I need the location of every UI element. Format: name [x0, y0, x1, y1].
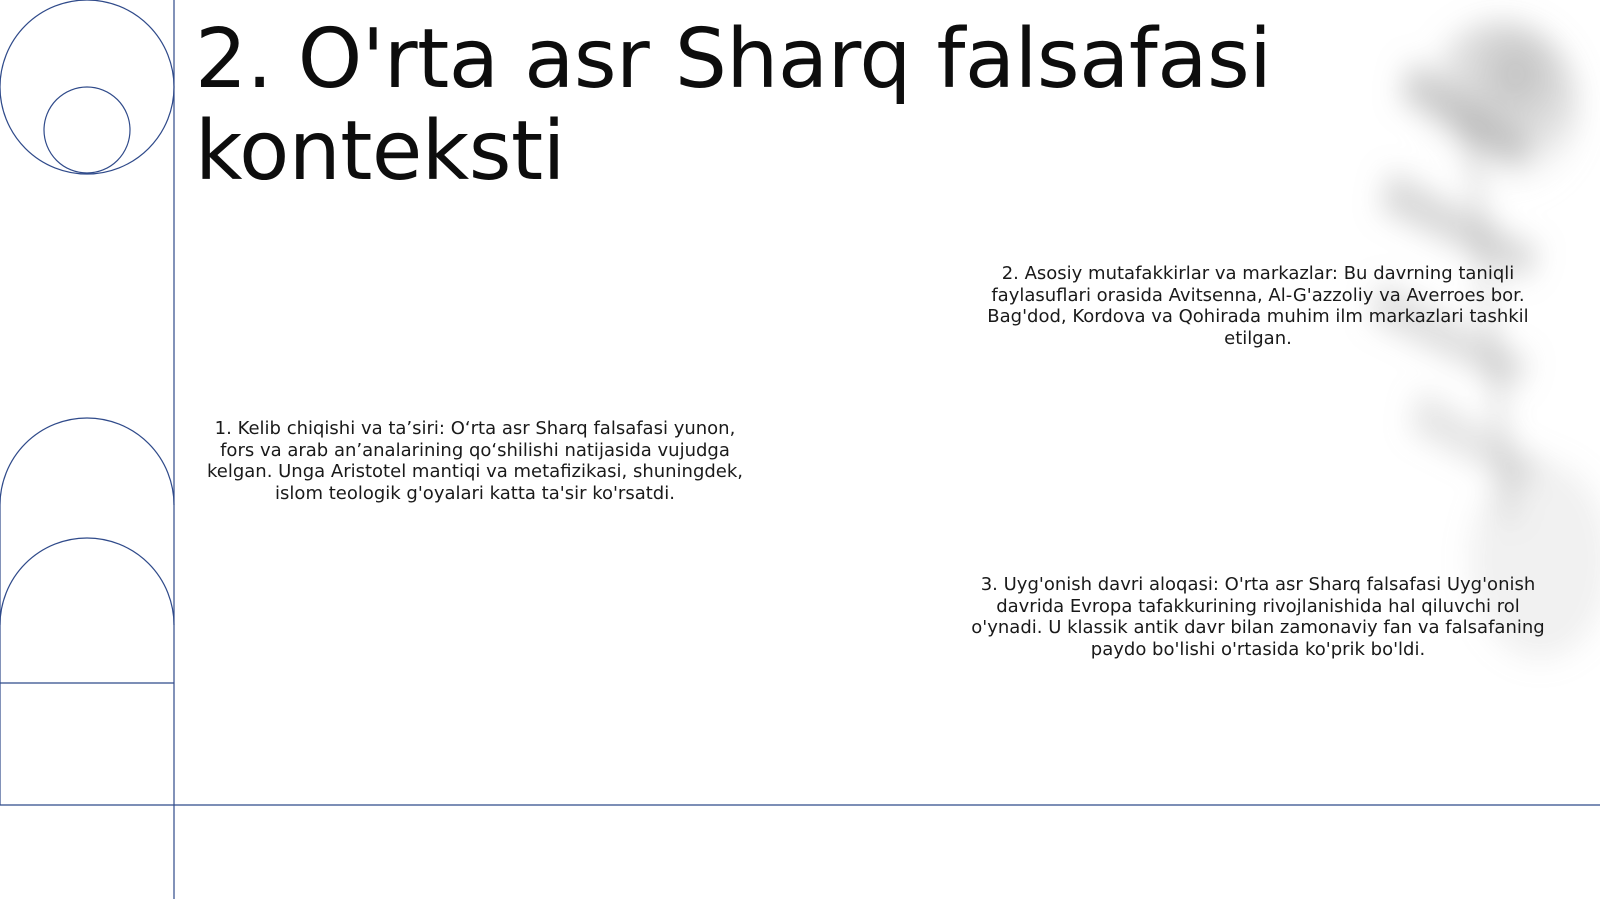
- point-renaissance-text: 3. Uyg'onish davri aloqasi: O'rta asr Sharq falsafasi Uyg'onish davrida Evropa tafakkurining rivojlanishida hal qiluvchi rol o'ynadi. U klassik antik davr bilan zamonaviy fan va falsafaning paydo bo'lishi o'rtasida ko'prik bo'ldi.: [971, 574, 1545, 660]
- small-circle-shape: [44, 87, 130, 173]
- point-origins-text: 1. Kelib chiqishi va ta’siri: O‘rta asr Sharq falsafasi yunon, fors va arab an’analarining qo‘shilishi natijasida vujudga kelgan. Unga Aristotel mantiqi va metafizikasi, shuningdek, islom teologik g'oyalari katta ta'sir ko'rsatdi.: [206, 418, 744, 504]
- large-circle-shape: [0, 0, 174, 174]
- point-thinkers-text: 2. Asosiy mutafakkirlar va markazlar: Bu davrning taniqli faylasuflari orasida Avitsenna, Al-G'azzoliy va Averroes bor. Bag'dod, Kordova va Qohirada muhim ilm markazlari tashkil etilgan.: [987, 263, 1529, 349]
- slide-title: 2. O'rta asr Sharq falsafasi konteksti: [195, 12, 1272, 199]
- upper-arch-shape: [0, 418, 174, 505]
- lower-arch-shape: [0, 538, 174, 625]
